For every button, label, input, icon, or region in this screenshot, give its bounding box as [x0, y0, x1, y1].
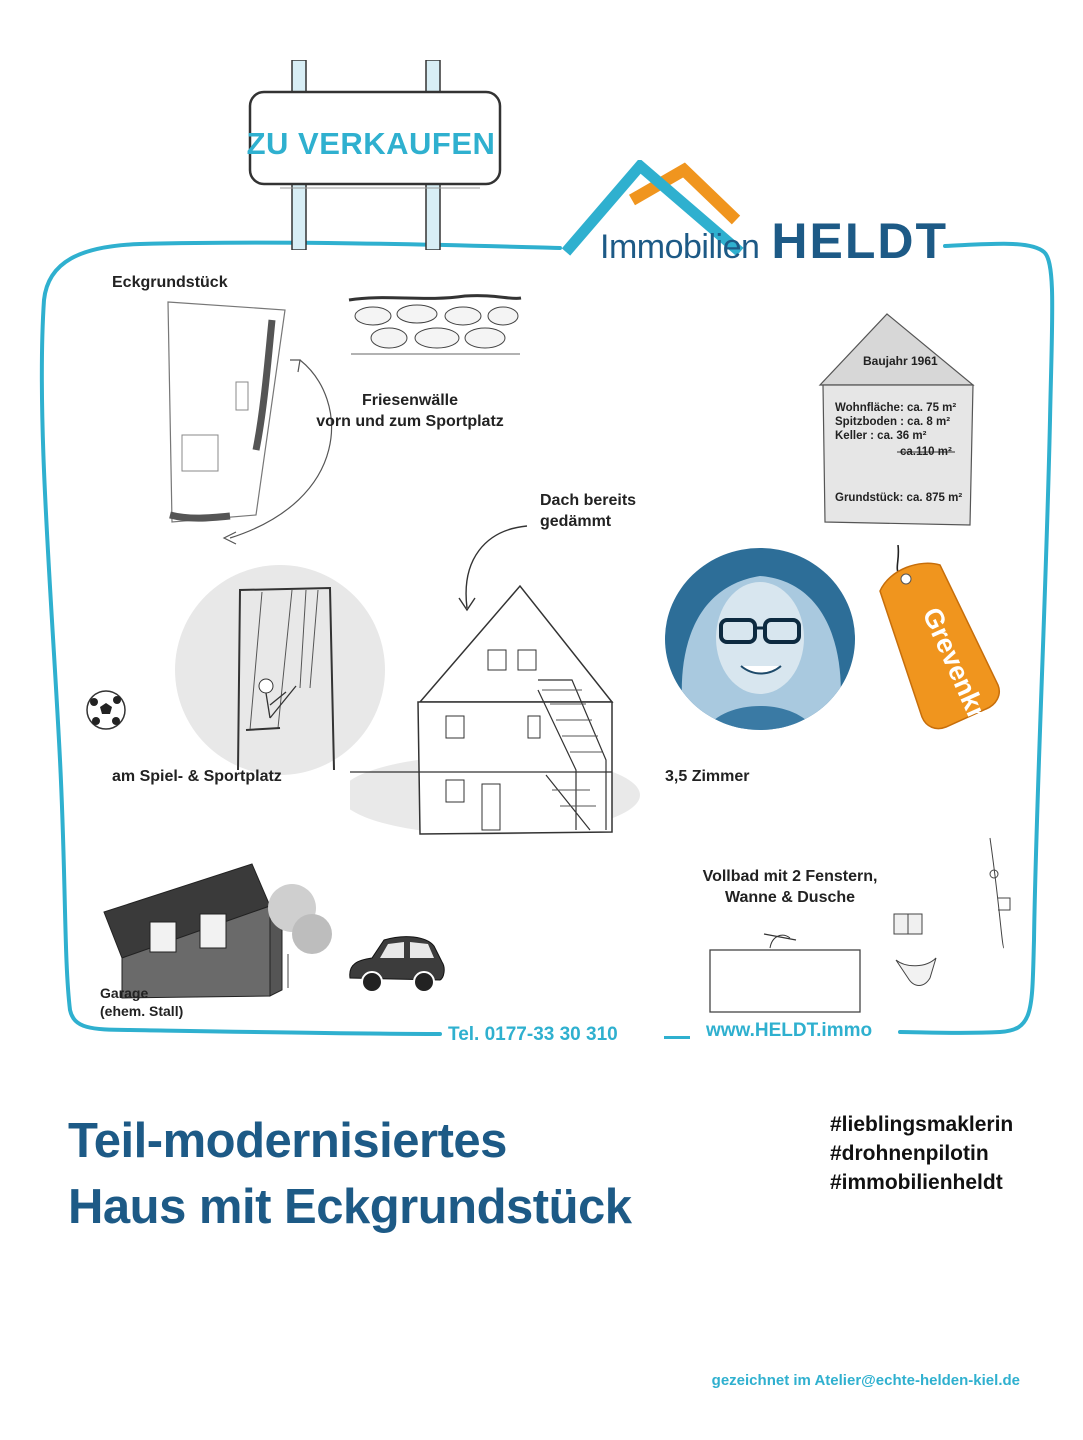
bathroom-sketch: [700, 828, 1030, 1018]
company-logo: [560, 160, 949, 270]
build-year: Baujahr 1961: [863, 354, 938, 368]
fact-total: ca.110 m²: [900, 446, 952, 458]
credit-line: gezeichnet im Atelier@echte-helden-kiel.de: [711, 1372, 1020, 1389]
fact-value: 36 m²: [896, 430, 927, 442]
label-walls-line1: Friesenwälle: [361, 392, 459, 409]
label-bath-line2: Wanne & Dusche: [724, 889, 856, 906]
contact-bar: [448, 1020, 928, 1052]
label-roof-line2: gedämmt: [540, 513, 612, 530]
phone-link[interactable]: Tel. 0177-33 30 310: [448, 1024, 618, 1045]
for-sale-text: ZU VERKAUFEN: [246, 126, 496, 161]
fact-label: Wohnfläche: ca.: [835, 402, 923, 414]
logo-word-heldt: HELDT: [771, 213, 949, 269]
stone-wall-sketch: [345, 292, 525, 362]
car-icon: [344, 932, 448, 998]
label-bath-line1: Vollbad mit 2 Fenstern,: [702, 868, 878, 885]
headline-line2: Haus mit Eckgrundstück: [68, 1180, 632, 1234]
headline: [68, 1108, 788, 1240]
label-walls-line2: vorn und zum Sportplatz: [316, 413, 504, 430]
tag-location-text: Grevenkrug: [916, 603, 1006, 754]
fact-label: Keller : ca.: [835, 430, 894, 442]
fact-value: 75 m²: [926, 402, 957, 414]
label-playground: am Spiel- & Sportplatz: [112, 768, 282, 785]
fact-value: 8 m²: [926, 416, 951, 428]
label-corner-plot: Eckgrundstück: [112, 274, 228, 291]
fact-plot: Grundstück: ca. 875 m²: [835, 492, 963, 504]
house-facts-sketch: [815, 310, 990, 535]
logo-word-immobilien: Immobilien: [600, 228, 760, 266]
label-garage-line1: Garage: [100, 985, 149, 1001]
headline-line1: Teil-modernisiertes: [68, 1114, 507, 1168]
label-garage-line2: (ehem. Stall): [100, 1003, 184, 1019]
location-tag: [860, 545, 1010, 754]
for-sale-sign: [240, 60, 510, 250]
hashtag: #immobilienheldt: [830, 1171, 1003, 1194]
hashtag-list: [830, 1110, 1070, 1197]
agent-portrait: [665, 548, 855, 730]
website-link[interactable]: www.HELDT.immo: [706, 1020, 873, 1041]
hashtag: #drohnenpilotin: [830, 1142, 989, 1165]
contact-divider: [664, 1036, 690, 1039]
football-icon: [84, 688, 128, 732]
fact-label: Spitzboden : ca.: [835, 416, 924, 428]
label-roof-line1: Dach bereits: [540, 492, 637, 509]
swing-sketch: [170, 560, 400, 780]
label-rooms: 3,5 Zimmer: [665, 768, 750, 785]
hashtag: #lieblingsmaklerin: [830, 1113, 1014, 1136]
